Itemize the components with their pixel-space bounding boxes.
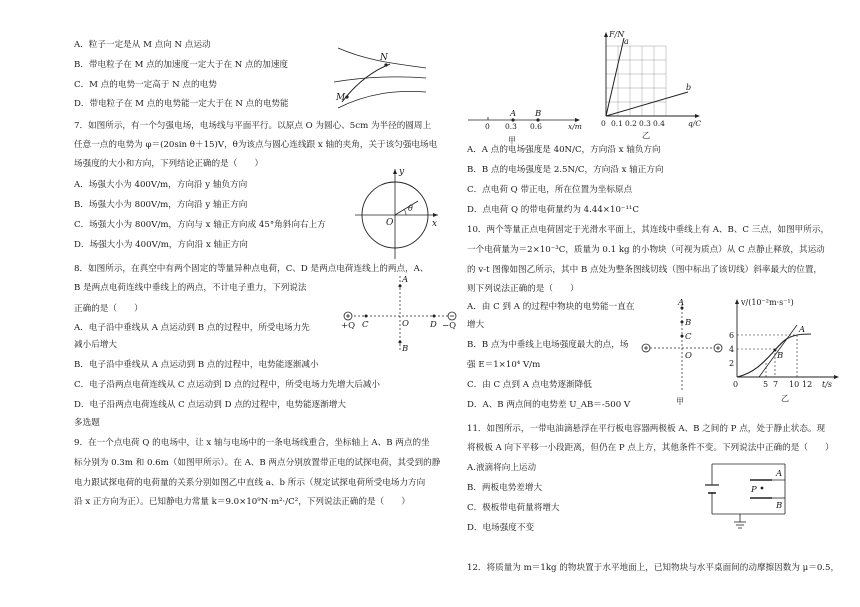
q7-option-a[interactable]: A．场强大小为 400V/m，方向沿 y 轴负方向 [74, 180, 248, 190]
q10-stem-line3: 的 v-t 图像如图乙所示，其中 B 点处为整条图线切线（图中标出了该切线）斜率最大的位置， [467, 265, 823, 275]
q10-figure-yi [725, 295, 847, 408]
fig7-label-o: O [386, 218, 394, 228]
fig10-vtick-6: 6 [729, 331, 735, 340]
fig9-caption-jia: 甲 [508, 136, 516, 145]
q8-option-a-cont: 减小后增大 [74, 340, 117, 350]
q9-figure-yi [598, 30, 713, 142]
q10-option-b[interactable]: B．B 点为中垂线上电场强度最大的点，场 [467, 340, 629, 350]
fig9-label-a: A [510, 109, 517, 119]
q7-option-c[interactable]: C．场强大小为 800V/m，方向与 x 轴正方向成 45°角斜向右上方 [74, 220, 326, 230]
q10-figure-jia [640, 296, 725, 411]
fig10-curve-label-a: A [799, 325, 806, 335]
fig10-ttick-ts: t/s [822, 380, 833, 389]
fig10-ttick-10: 10 [789, 380, 800, 389]
q11-capacitor-figure [700, 458, 800, 530]
q10-stem-line2: 一个电荷量为＝2×10⁻³C，质量为 0.1 kg 的小物块（可视为质点）从 C 点静止释放，其运动 [467, 245, 825, 255]
fig11-label-p: P [751, 485, 757, 495]
fig7-label-x: x [432, 219, 438, 229]
q10-option-b-cont: 强 E＝1×10⁴ V/m [467, 360, 541, 370]
fig10-ttick-5: 5 [763, 380, 769, 389]
fig9-line-b-label: b [686, 83, 692, 92]
q11-stem-line2: 将极板 A 向下平移一小段距离，但仍在 P 点上方，其他条件不变。下列说法中正确的是（ ） [467, 443, 834, 453]
q8-option-c[interactable]: C．电子沿两点电荷连线从 C 点运动到 D 点的过程中，所受电场力先增大后减小 [74, 380, 380, 390]
fig9-qtick-01: 0.1 [611, 119, 623, 128]
q7-stem-line3: 场强度的大小和方向，下列结论正确的是（ ） [74, 159, 264, 169]
q7-stem-line1: 7．如图所示，有一个匀强电场，电场线与平面平行。以原点 O 为圆心、5cm 为半径的圆周上 [74, 121, 432, 131]
fig10-curve-label-b: B [777, 351, 784, 361]
q9-option-a[interactable]: A．A 点的电场强度是 40N/C，方向沿 x 轴负方向 [467, 145, 661, 155]
q11-option-b[interactable]: B．两板电势差增大 [467, 483, 543, 493]
q6-trajectory-figure [330, 40, 430, 112]
fig8-label-minus-q: −Q [442, 321, 457, 331]
fig11-label-a: A [776, 469, 783, 479]
fig9-qtick-qc: q/C [688, 119, 702, 128]
fig9-tick-xm: x/m [568, 122, 582, 131]
q8-option-b[interactable]: B．电子沿中垂线从 A 点运动到 B 点的过程中，电势能逐渐减小 [74, 360, 319, 370]
q11-option-c[interactable]: C．极板带电荷量将增大 [467, 503, 560, 513]
fig9-qtick-0: 0 [601, 119, 606, 128]
fig8-label-b: B [402, 344, 409, 354]
q7-circle-figure [350, 165, 440, 261]
fig7-label-y: y [399, 167, 405, 177]
fig10-label-c: C [685, 332, 692, 342]
q10-stem-line4: 则下列说法正确的是（ ） [467, 284, 579, 294]
q8-stem-line3: 正确的是（ ） [74, 304, 143, 314]
q7-stem-line2: 任意一点的电势为 φ＝(20sin θ＋15)V，θ为该点与圆心连线跟 x 轴的夹角，关于该匀强电场电 [74, 140, 438, 150]
fig10-vtick-4: 4 [729, 345, 735, 354]
fig9-qtick-03: 0.3 [639, 119, 651, 128]
q10-option-a-cont: 增大 [467, 320, 485, 330]
fig8-label-d: D [430, 320, 437, 330]
fig9-line-a-label: a [624, 37, 629, 46]
fig9-f-label: F/N [609, 30, 625, 39]
q11-option-a[interactable]: A.液滴将向上运动 [467, 463, 537, 473]
fig10-label-o: O [685, 351, 692, 361]
q7-option-d[interactable]: D．场强大小为 400V/m，方向沿 x 轴正方向 [74, 240, 248, 250]
fig10-label-b: B [685, 318, 692, 328]
fig10-ttick-12: 12 [802, 380, 813, 389]
fig10-v-label: v/(10⁻²m·s⁻¹) [741, 298, 794, 307]
fig8-label-plus-q: +Q [341, 321, 356, 331]
fig9-tick-06: 0.6 [530, 122, 542, 131]
fig10-caption-jia: 甲 [676, 397, 684, 406]
q11-option-d[interactable]: D．电场强度不变 [467, 523, 535, 533]
fig6-label-n: N [380, 53, 388, 63]
q8-charges-figure [338, 272, 458, 354]
q7-option-b[interactable]: B．场强大小为 800V/m，方向沿 y 轴正方向 [74, 200, 248, 210]
q6-option-d[interactable]: D．带电粒子在 M 点的电势能一定大于在 N 点的电势能 [74, 99, 289, 109]
q9-stem-line1: 9．在一个点电荷 Q 的电场中，让 x 轴与电场中的一条电场线重合，坐标轴上 A、B 两点的坐 [74, 438, 430, 448]
q9-option-b[interactable]: B．B 点的电场强度是 2.5N/C，方向沿 x 轴正方向 [467, 165, 664, 175]
fig10-ttick-7: 7 [773, 380, 779, 389]
fig10-vtick-2: 2 [729, 359, 735, 368]
q10-option-a[interactable]: A．由 C 到 A 的过程中物块的电势能一直在 [467, 302, 635, 312]
q10-option-d[interactable]: D．A、B 两点间的电势差 U_AB＝-500 V [467, 400, 631, 410]
fig8-label-a: A [402, 275, 409, 285]
q8-option-a[interactable]: A．电子沿中垂线从 A 点运动到 B 点的过程中，所受电场力先 [74, 323, 310, 333]
fig9-qtick-04: 0.4 [653, 119, 665, 128]
q11-stem-line1: 11．如图所示，一带电油滴悬浮在平行板电容器两极板 A、B 之间的 P 点，处于静止状态。现 [467, 424, 826, 434]
q8-stem-line1: 8．如图所示，在真空中有两个固定的等量异种点电荷，C、D 是两点电荷连线上的两点，A、 [74, 264, 429, 274]
q8-stem-line2: B 是两点电荷连线中垂线上的两点，不计电子重力，下列说法 [74, 283, 307, 293]
section-heading-multi-choice: 多选题 [74, 418, 100, 428]
q9-stem-line3: 电力跟试探电荷的电荷量的关系分别如图乙中直线 a、b 所示（规定试探电荷所受电场力方向 [74, 478, 426, 488]
q9-stem-line2: 标分别为 0.3m 和 0.6m（如图甲所示）。在 A、B 两点分别放置带正电的试探电荷，其受到的静 [74, 458, 441, 468]
fig11-label-b: B [776, 501, 783, 511]
q9-option-c[interactable]: C．点电荷 Q 带正电，所在位置为坐标原点 [467, 185, 633, 195]
q10-stem-line1: 10．两个等量正点电荷固定于光滑水平面上，其连线中垂线上有 A、B、C 三点，如图甲所示， [467, 225, 830, 235]
q6-option-b[interactable]: B．带电粒子在 M 点的加速度一定大于在 N 点的加速度 [74, 60, 289, 70]
fig9-tick-03: 0.3 [505, 122, 517, 131]
q9-figure-jia [468, 105, 593, 150]
fig8-label-c: C [362, 320, 369, 330]
q6-option-c[interactable]: C．M 点的电势一定高于 N 点的电势 [74, 80, 217, 90]
fig9-tick-0: 0 [485, 122, 490, 131]
fig7-label-theta: θ [408, 204, 413, 213]
q8-option-d[interactable]: D．电子沿两点电荷连线从 C 点运动到 D 点的过程中，电势能逐渐增大 [74, 400, 346, 410]
q10-option-c[interactable]: C．由 C 点到 A 点电势逐渐降低 [467, 380, 592, 390]
fig10-label-a: A [678, 298, 685, 308]
fig6-label-m: M [336, 93, 346, 103]
fig8-label-o: O [402, 319, 409, 329]
q9-stem-line4: 沿 x 正方向为正）。已知静电力常量 k＝9.0×10⁹N·m²·/C²，下列说法正确的是（ ） [74, 497, 410, 507]
q6-option-a[interactable]: A．粒子一定是从 M 点向 N 点运动 [74, 40, 211, 50]
fig10-caption-yi: 乙 [781, 394, 789, 403]
q9-option-d[interactable]: D．点电荷 Q 的带电荷量约为 4.44×10⁻¹¹C [467, 205, 639, 215]
fig9-qtick-02: 0.2 [625, 119, 637, 128]
q12-stem-line1: 12．将质量为 m＝1kg 的物块置于水平地面上，已知物块与水平桌面间的动摩擦因数为 μ＝0.5， [467, 563, 840, 573]
fig10-ttick-0: 0 [733, 380, 739, 389]
fig9-caption-yi: 乙 [642, 131, 650, 140]
fig9-label-b: B [535, 109, 542, 119]
